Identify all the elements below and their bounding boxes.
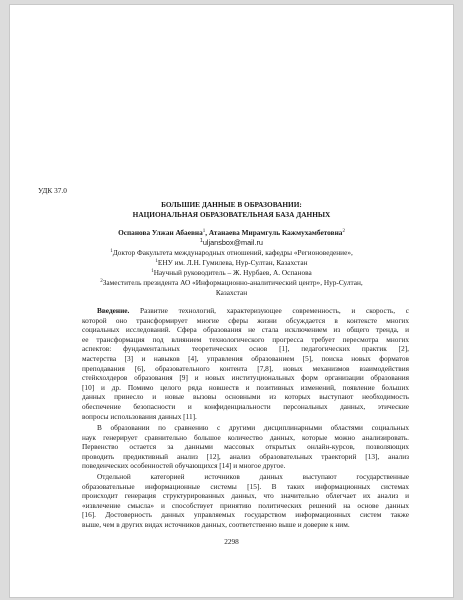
document-page bbox=[9, 4, 454, 598]
email-address[interactable]: uljansbox@mail.ru bbox=[202, 238, 263, 247]
paragraph-information-systems: Отдельной категорией источников данных выступают государственные образовательные информационные системы [15]. В таких информационных системах происходит генерация структурированных данных, что значительно облегчает их анализ и «извлечение смысла» и способствует принятию политических решений на основе данных [16]. Достоверность данных управляемых государством информационных систем также выше, чем в других видах источников данных, соответственно выше и доверие к ним. bbox=[82, 472, 409, 529]
paper-title-line-1: БОЛЬШИЕ ДАННЫЕ В ОБРАЗОВАНИИ: bbox=[161, 200, 302, 209]
affiliation-2: $^1$ЕНУ им. Л.Н. Гумилева, Нур-Султан, Казахстан bbox=[155, 258, 308, 267]
paragraph-data-in-education: В образовании по сравнению с другими дисциплинарными областями социальных наук генерирует сравнительно большое количество данных, которые можно анализировать. Первенство остается за данными массовых открытых онлайн-курсов, позволяющих проводить предиктивный анализ [12], анализ образовательных траекторий [13], анализ поведенческих особенностей обучающихся [14] и многое другое. bbox=[82, 423, 409, 471]
paper-title-line-2: НАЦИОНАЛЬНАЯ ОБРАЗОВАТЕЛЬНАЯ БАЗА ДАННЫХ bbox=[132, 210, 331, 219]
page-number: 2298 bbox=[224, 537, 239, 546]
paragraph-introduction: Введение. Развитие технологий, характеризующее современность, и скорость, с которой оно трансформирует многие сферы жизни обсуждается в контексте многих социальных исследований. Сфера образования не стала исключением из общего тренда, и ее трансформация под влиянием технологического прогресса требует пересмотра многих аспектов: фундаментальных теоретических основ [1], педагогических практик [2], мастерства [3] и навыков [4], управления образованием [5], поиска новых форматов преподавания [6], образовательного контента [7,8], новых механизмов взаимодействия стейкхолдеров образования [9] и новых институциональных форм организации образования [10] и др. Помимо целого ряда новшеств и позитивных изменений, появление больших данных принесло и новые вызовы основными из которых выступают необходимость обеспечение безопасности и конфиденциальности персональных данных, этические вопросы использования данных [11]. bbox=[82, 306, 409, 421]
affiliation-3: $^1$Научный руководитель – Ж. Нурбаев, А. Оспанова bbox=[151, 268, 312, 277]
author-2: Атанаева Мирамгуль Кажмухамбетовна bbox=[208, 228, 343, 237]
affiliation-4: $^2$Заместитель президента АО «Информационно-аналитический центр», Нур-Султан, bbox=[100, 278, 363, 287]
affiliation-1: $^1$Доктор Факультета международных отношений, кафедры «Регионоведение», bbox=[110, 248, 353, 257]
author-email: $^1$uljansbox@mail.ru bbox=[200, 238, 263, 247]
udk-code: УДК 37.0 bbox=[38, 186, 67, 195]
affiliation-4-cont: Казахстан bbox=[215, 288, 248, 297]
introduction-lead: Введение. bbox=[97, 306, 130, 315]
author-1: Оспанова Улжан Абаевна bbox=[118, 228, 203, 237]
authors-line: Оспанова Улжан Абаевна$^1$, Атанаева Мирамгуль Кажмухамбетовна$^2$ bbox=[118, 228, 345, 237]
